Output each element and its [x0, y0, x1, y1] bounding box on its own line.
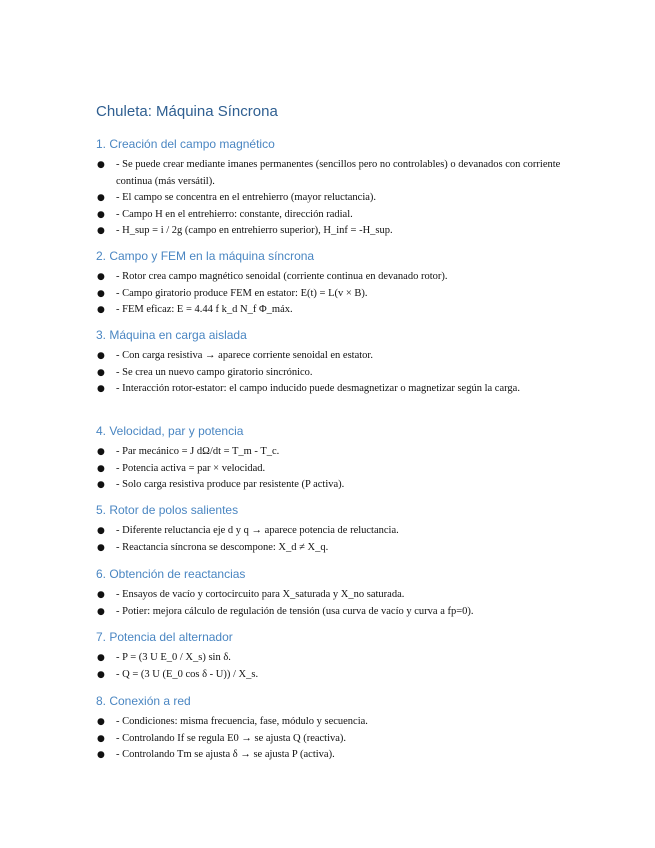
bullet-icon: ●	[97, 750, 105, 760]
section-velocidad-par	[96, 424, 566, 494]
bullet-icon: ●	[97, 480, 105, 490]
list-item	[96, 714, 566, 731]
bullet-list	[96, 269, 566, 319]
list-item-text: - Con carga resistiva → aparece corriente senoidal en estator.	[116, 350, 373, 361]
list-item	[96, 286, 566, 303]
section-potencia-alternador	[96, 630, 566, 683]
list-item-text: - Potencia activa = par × velocidad.	[116, 462, 266, 474]
list-item	[96, 223, 566, 240]
bullet-icon: ●	[97, 367, 105, 378]
section-heading: 5. Rotor de polos salientes	[96, 503, 239, 517]
list-item-text: - Controlando If se regula E0 → se ajusta Q (reactiva).	[116, 732, 347, 744]
list-item-text: - Potier: mejora cálculo de regulación de tensión (usa curva de vacío y curva a fp=0).	[116, 605, 474, 617]
bullet-icon: ●	[97, 351, 105, 361]
bullet-icon: ●	[97, 160, 105, 170]
list-item	[96, 747, 566, 764]
list-item	[96, 540, 566, 557]
bullet-icon: ●	[97, 653, 105, 663]
bullet-list	[96, 650, 566, 683]
list-item-text: - Condiciones: misma frecuencia, fase, módulo y secuencia.	[116, 716, 368, 727]
bullet-icon: ●	[97, 717, 105, 727]
list-item	[96, 269, 566, 286]
bullet-icon: ●	[97, 447, 105, 457]
list-item-text: - Campo H en el entrehierro: constante, dirección radial.	[116, 208, 353, 220]
section-heading: 4. Velocidad, par y potencia	[96, 424, 244, 438]
bullet-icon: ●	[97, 305, 105, 315]
list-item	[96, 731, 566, 748]
list-item	[96, 477, 566, 494]
bullet-icon: ●	[97, 526, 105, 536]
list-item	[96, 381, 566, 398]
section-campo-magnetico	[96, 137, 566, 240]
bullet-icon: ●	[97, 590, 105, 600]
bullet-icon: ●	[97, 606, 105, 617]
list-item-text: - P = (3 U E_0 / X_s) sin δ.	[116, 652, 231, 663]
page-title: Chuleta: Máquina Síncrona	[96, 103, 278, 120]
list-item-text: - Solo carga resistiva produce par resistente (P activa).	[116, 479, 345, 490]
bullet-list	[96, 523, 566, 556]
list-item-text: - Campo giratorio produce FEM en estator: E(t) = L(v × B).	[116, 287, 368, 299]
section-reactancias	[96, 567, 566, 620]
list-item	[96, 444, 566, 461]
bullet-icon: ●	[97, 542, 105, 553]
section-carga-aislada	[96, 328, 566, 398]
list-item-text: - Reactancia síncrona se descompone: X_d ≠ X_q.	[116, 541, 329, 553]
list-item-text: - Diferente reluctancia eje d y q → aparece potencia de reluctancia.	[116, 525, 399, 536]
list-item-text: - Se puede crear mediante imanes permanentes (sencillos pero no controlables) o devanados con corriente continua (más versátil).	[116, 159, 561, 187]
section-heading: 7. Potencia del alternador	[96, 630, 233, 644]
list-item-text: - Ensayos de vacío y cortocircuito para X_saturada y X_no saturada.	[116, 589, 405, 600]
list-item-text: - Par mecánico = J dΩ/dt = T_m - T_c.	[116, 446, 280, 457]
section-conexion-red	[96, 694, 566, 764]
section-heading: 6. Obtención de reactancias	[96, 567, 246, 581]
bullet-icon: ●	[97, 384, 105, 394]
list-item	[96, 523, 566, 540]
list-item-text: - Q = (3 U (E_0 cos δ - U)) / X_s.	[116, 668, 259, 680]
list-item	[96, 365, 566, 382]
bullet-icon: ●	[97, 288, 105, 299]
list-item	[96, 650, 566, 667]
section-heading: 3. Máquina en carga aislada	[96, 328, 247, 342]
bullet-list	[96, 714, 566, 764]
list-item-text: - H_sup = i / 2g (campo en entrehierro superior), H_inf = -H_sup.	[116, 225, 393, 236]
bullet-icon: ●	[97, 209, 105, 220]
bullet-icon: ●	[97, 669, 105, 680]
bullet-list	[96, 444, 566, 494]
bullet-list	[96, 587, 566, 620]
section-heading: 1. Creación del campo magnético	[96, 137, 275, 151]
bullet-icon: ●	[97, 193, 105, 203]
bullet-icon: ●	[97, 226, 105, 236]
list-item	[96, 604, 566, 621]
list-item-text: - Rotor crea campo magnético senoidal (corriente continua en devanado rotor).	[116, 271, 448, 282]
list-item	[96, 157, 566, 190]
list-item	[96, 190, 566, 207]
bullet-list	[96, 157, 566, 240]
list-item	[96, 207, 566, 224]
section-heading: 8. Conexión a red	[96, 694, 191, 708]
section-heading: 2. Campo y FEM en la máquina síncrona	[96, 249, 315, 263]
list-item-text: - FEM eficaz: E = 4.44 f k_d N_f Φ_máx.	[116, 304, 293, 315]
list-item	[96, 667, 566, 684]
list-item	[96, 461, 566, 478]
list-item-text: - El campo se concentra en el entrehierro (mayor reluctancia).	[116, 192, 377, 203]
list-item	[96, 348, 566, 365]
bullet-icon: ●	[97, 272, 105, 282]
list-item	[96, 302, 566, 319]
list-item	[96, 587, 566, 604]
section-polos-salientes	[96, 503, 566, 556]
bullet-icon: ●	[97, 733, 105, 744]
bullet-icon: ●	[97, 463, 105, 474]
section-campo-fem	[96, 249, 566, 319]
list-item-text: - Se crea un nuevo campo giratorio sincrónico.	[116, 366, 313, 378]
list-item-text: - Interacción rotor-estator: el campo inducido puede desmagnetizar o magnetizar según la carga.	[116, 383, 520, 394]
list-item-text: - Controlando Tm se ajusta δ → se ajusta P (activa).	[116, 749, 335, 760]
bullet-list	[96, 348, 566, 398]
